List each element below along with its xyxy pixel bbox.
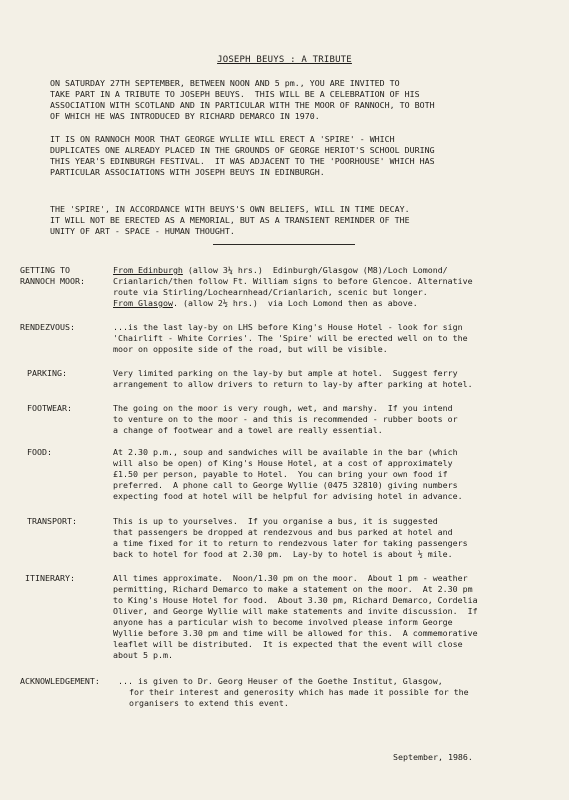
parking-line: Very limited parking on the lay-by but ample at hotel. Suggest ferry	[113, 368, 458, 378]
acknowledgement-text	[118, 676, 469, 709]
intro-p2-line: THIS YEAR'S EDINBURGH FESTIVAL. IT WAS ADJACENT TO THE 'POORHOUSE' WHICH HAS	[50, 156, 435, 166]
transport-text	[113, 516, 468, 560]
intro-p2-line: IT IS ON RANNOCH MOOR THAT GEORGE WYLLIE WILL ERECT A 'SPIRE' - WHICH	[50, 134, 395, 144]
acknowledgement-line: ... is given to Dr. Georg Heuser of the Goethe Institut, Glasgow,	[118, 676, 443, 686]
food-line: preferred. A phone call to George Wyllie (0475 32810) giving numbers	[113, 480, 458, 490]
food-line: will also be open) of King's House Hotel, at a cost of approximately	[113, 458, 453, 468]
acknowledgement-label: ACKNOWLEDGEMENT:	[20, 676, 100, 686]
itinerary-label: ITINERARY:	[25, 573, 75, 583]
rendezvous-line: moor on opposite side of the road, but will be visible.	[113, 344, 388, 354]
intro-paragraph-2	[50, 134, 520, 178]
getting-to-label-line: GETTING TO	[20, 265, 70, 275]
itinerary-line: Wyllie before 3.30 pm and time will be allowed for this. A commemorative	[113, 628, 478, 638]
intro-p1-line: ASSOCIATION WITH SCOTLAND AND IN PARTICULAR WITH THE MOOR OF RANNOCH, TO BOTH	[50, 100, 435, 110]
itinerary-line: anyone has a particular wish to become involved please inform George	[113, 617, 453, 627]
intro-paragraph-3	[50, 204, 520, 237]
getting-to-line: . (allow 2½ hrs.) via Loch Lomond then as above.	[172, 298, 418, 308]
parking-label: PARKING:	[27, 368, 67, 378]
transport-line: a time fixed for it to return to rendezvous later for taking passengers	[113, 538, 468, 548]
footwear-text	[113, 403, 458, 436]
itinerary-line: permitting, Richard Demarco to make a statement on the moor. At 2.30 pm	[113, 584, 473, 594]
food-line: £1.50 per person, payable to Hotel. You can bring your own food if	[113, 469, 448, 479]
itinerary-line: All times approximate. Noon/1.30 pm on the moor. About 1 pm - weather	[113, 573, 468, 583]
divider-rule	[213, 244, 355, 245]
transport-line: that passengers be dropped at rendezvous and bus parked at hotel and	[113, 527, 453, 537]
intro-p3-line: UNITY OF ART - SPACE - HUMAN THOUGHT.	[50, 226, 235, 236]
itinerary-line: about 5 p.m.	[113, 650, 173, 660]
itinerary-line: Oliver, and George Wyllie will make statements and invite discussion. If	[113, 606, 478, 616]
intro-p1-line: TAKE PART IN A TRIBUTE TO JOSEPH BEUYS. THIS WILL BE A CELEBRATION OF HIS	[50, 89, 420, 99]
intro-p3-line: THE 'SPIRE', IN ACCORDANCE WITH BEUYS'S OWN BELIEFS, WILL IN TIME DECAY.	[50, 204, 410, 214]
itinerary-line: to King's House Hotel for food. About 3.30 pm, Richard Demarco, Cordelia	[113, 595, 478, 605]
getting-to-line: Crianlarich/then follow Ft. William signs to before Glencoe. Alternative	[113, 276, 473, 286]
getting-to-text	[113, 265, 473, 309]
getting-to-label	[20, 265, 85, 287]
rendezvous-label: RENDEZVOUS:	[20, 322, 75, 332]
from-edinburgh-heading: From Edinburgh	[113, 265, 183, 275]
from-glasgow-heading: From Glasgow	[113, 298, 173, 308]
intro-p2-line: PARTICULAR ASSOCIATIONS WITH JOSEPH BEUYS IN EDINBURGH.	[50, 167, 325, 177]
document-date: September, 1986.	[393, 752, 473, 762]
footwear-label: FOOTWEAR:	[27, 403, 72, 413]
getting-to-label-line: RANNOCH MOOR:	[20, 276, 85, 286]
transport-line: back to hotel for food at 2.30 pm. Lay-by to hotel is about ½ mile.	[113, 549, 453, 559]
food-line: At 2.30 p.m., soup and sandwiches will be available in the bar (which	[113, 447, 458, 457]
intro-p3-line: IT WILL NOT BE ERECTED AS A MEMORIAL, BUT AS A TRANSIENT REMINDER OF THE	[50, 215, 410, 225]
parking-line: arrangement to allow drivers to return to lay-by after parking at hotel.	[113, 379, 473, 389]
getting-to-line: route via Stirling/Lochearnhead/Crianlarich, scenic but longer.	[113, 287, 428, 297]
intro-p2-line: DUPLICATES ONE ALREADY PLACED IN THE GROUNDS OF GEORGE HERIOT'S SCHOOL DURING	[50, 145, 435, 155]
food-label: FOOD:	[27, 447, 52, 457]
acknowledgement-line: for their interest and generosity which has made it possible for the	[129, 687, 469, 697]
rendezvous-line: ...is the last lay-by on LHS before King's House Hotel - look for sign	[113, 322, 463, 332]
itinerary-line: leaflet will be distributed. It is expected that the event will close	[113, 639, 463, 649]
parking-text	[113, 368, 473, 390]
transport-label: TRANSPORT:	[27, 516, 77, 526]
footwear-line: to venture on to the moor - and this is recommended - rubber boots or	[113, 414, 458, 424]
intro-p1-line: ON SATURDAY 27TH SEPTEMBER, BETWEEN NOON AND 5 pm., YOU ARE INVITED TO	[50, 78, 400, 88]
rendezvous-text	[113, 322, 468, 355]
acknowledgement-line: organisers to extend this event.	[129, 698, 289, 708]
transport-line: This is up to yourselves. If you organise a bus, it is suggested	[113, 516, 438, 526]
food-text	[113, 447, 463, 502]
document-title: JOSEPH BEUYS : A TRIBUTE	[217, 55, 352, 65]
food-line: expecting food at hotel will be helpful for advising hotel in advance.	[113, 491, 463, 501]
intro-paragraph-1	[50, 78, 520, 122]
rendezvous-line: 'Chairlift - White Corries'. The 'Spire' will be erected well on to the	[113, 333, 468, 343]
intro-p1-line: OF WHICH HE WAS INTRODUCED BY RICHARD DEMARCO IN 1970.	[50, 111, 320, 121]
footwear-line: The going on the moor is very rough, wet, and marshy. If you intend	[113, 403, 453, 413]
footwear-line: a change of footwear and a towel are really essential.	[113, 425, 383, 435]
getting-to-line: (allow 3¼ hrs.) Edinburgh/Glasgow (M8)/Loch Lomond/	[182, 265, 448, 275]
itinerary-text	[113, 573, 478, 661]
